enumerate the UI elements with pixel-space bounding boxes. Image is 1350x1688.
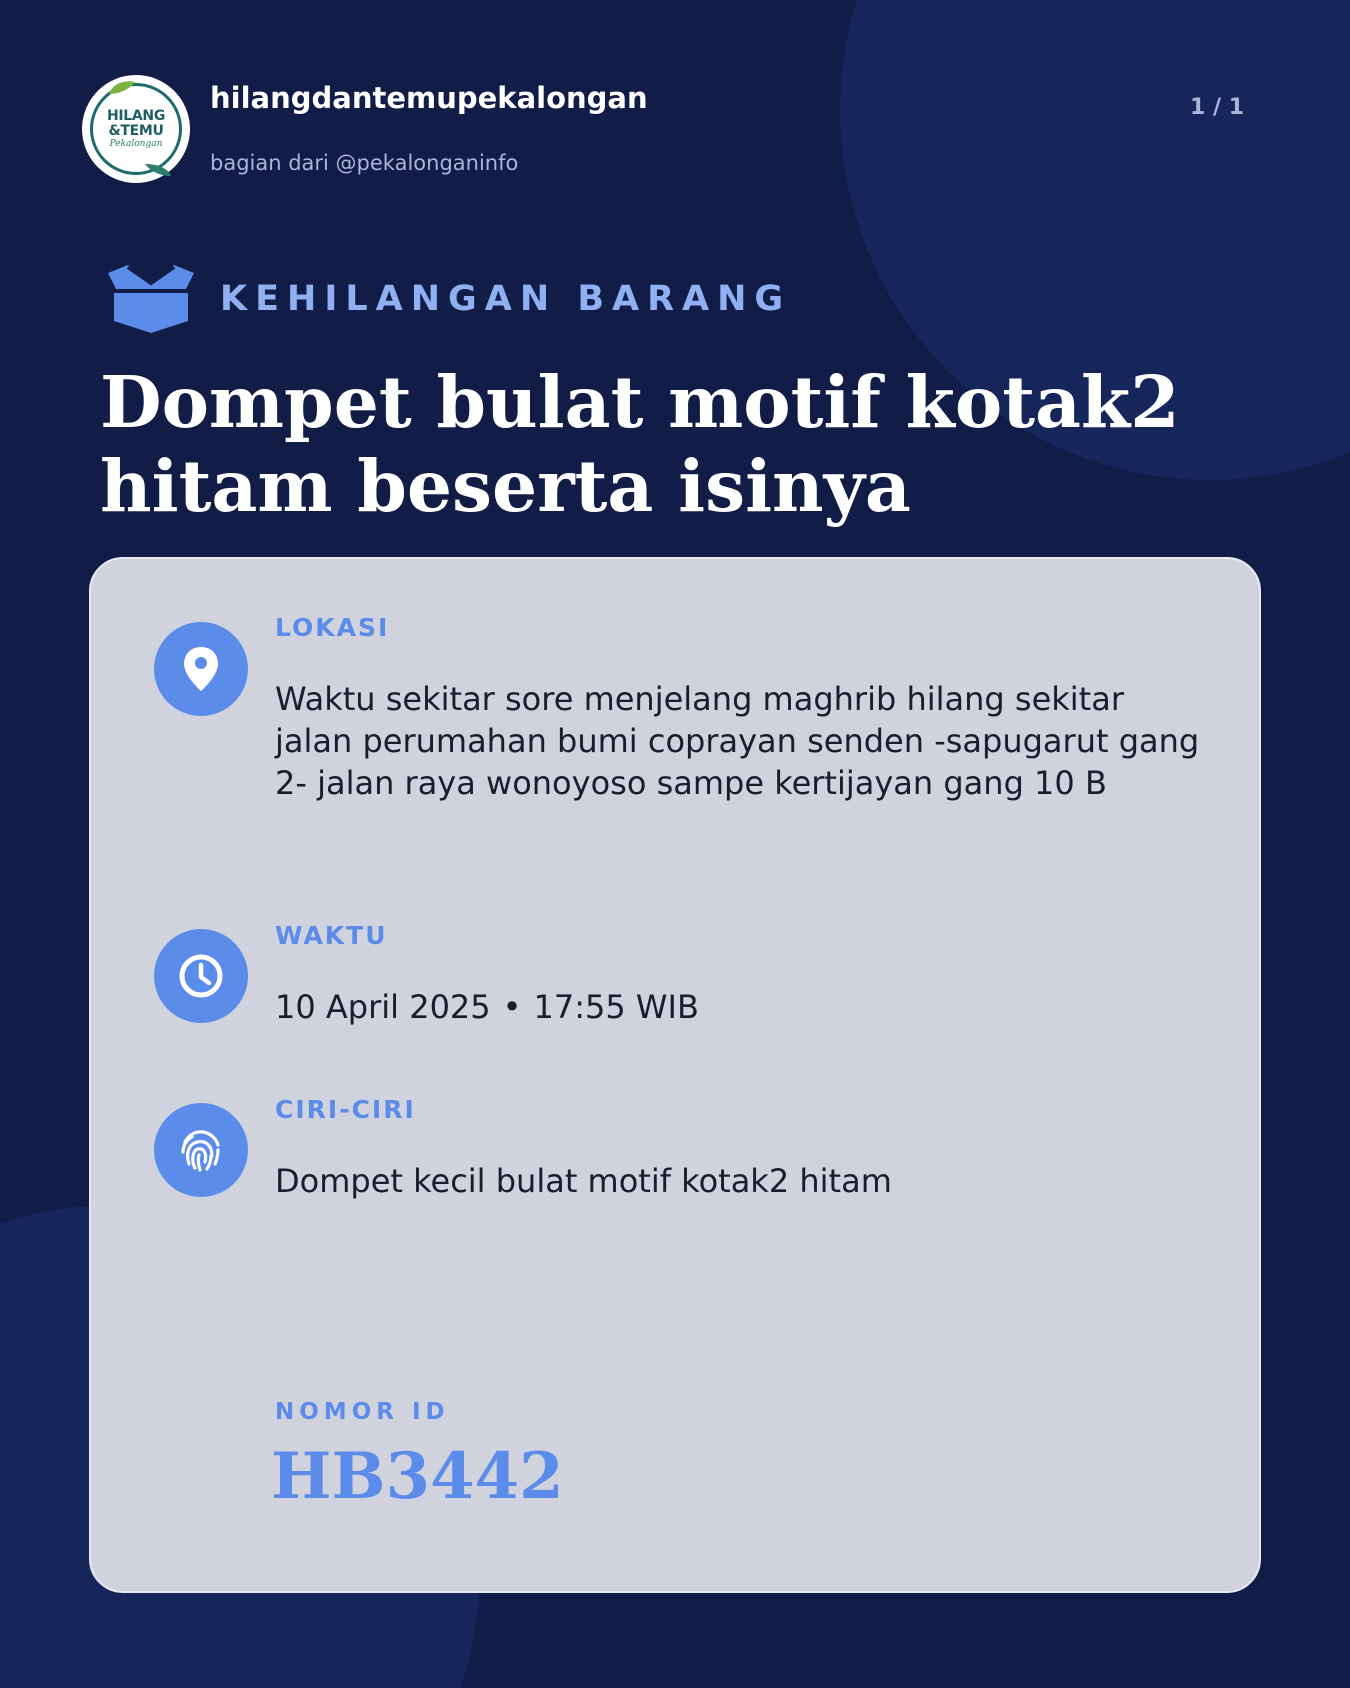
clock-icon bbox=[178, 953, 224, 999]
id-label: NOMOR ID bbox=[275, 1399, 450, 1425]
time-date: 10 April 2025 bbox=[275, 988, 491, 1026]
location-icon-badge bbox=[154, 622, 248, 716]
logo-text-temu: &TEMU bbox=[108, 122, 164, 139]
logo-badge bbox=[90, 83, 182, 175]
time-label: WAKTU bbox=[275, 921, 388, 950]
category-label: KEHILANGAN BARANG bbox=[220, 279, 792, 319]
time-separator: • bbox=[502, 988, 522, 1026]
id-value: HB3442 bbox=[271, 1439, 564, 1514]
features-icon-badge bbox=[154, 1103, 248, 1197]
page-indicator: 1 / 1 bbox=[1190, 95, 1244, 120]
location-label: LOKASI bbox=[275, 613, 390, 642]
map-pin-icon bbox=[181, 645, 221, 693]
time-value bbox=[275, 986, 1205, 1028]
category-header bbox=[104, 264, 791, 334]
info-card bbox=[89, 557, 1261, 1593]
account-subtitle: bagian dari @pekalonganinfo bbox=[210, 151, 519, 175]
account-name[interactable]: hilangdantemupekalongan bbox=[210, 81, 648, 115]
leaf-icon bbox=[107, 80, 137, 96]
features-label: CIRI-CIRI bbox=[275, 1095, 416, 1124]
logo-text-hilang: HILANG bbox=[106, 107, 166, 124]
account-logo[interactable] bbox=[82, 75, 190, 183]
location-value: Waktu sekitar sore menjelang maghrib hilang sekitar jalan perumahan bumi coprayan senden -sapugarut gang 2- jalan raya wonoyoso sampe kertijayan gang 10 B bbox=[275, 680, 1200, 802]
time-icon-badge bbox=[154, 929, 248, 1023]
fingerprint-icon bbox=[177, 1126, 225, 1174]
post-header bbox=[82, 75, 1272, 185]
leaf-icon bbox=[143, 162, 173, 178]
features-value: Dompet kecil bulat motif kotak2 hitam bbox=[275, 1162, 892, 1200]
post-title: Dompet bulat motif kotak2 hitam beserta isinya bbox=[100, 360, 1180, 528]
time-clock: 17:55 WIB bbox=[533, 988, 699, 1026]
open-box-icon bbox=[104, 263, 198, 335]
logo-text-pekalongan: Pekalongan bbox=[109, 138, 163, 149]
